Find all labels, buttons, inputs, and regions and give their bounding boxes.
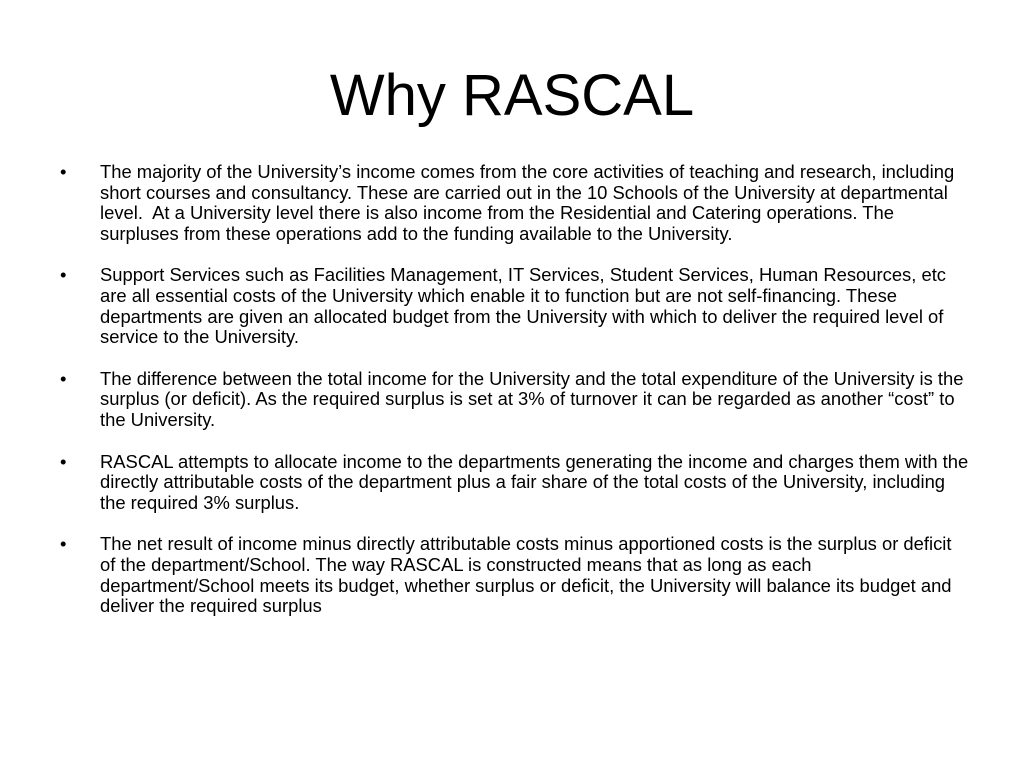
bullet-text: RASCAL attempts to allocate income to the departments generating the income and charges them with the directly attributable costs of the department plus a fair share of the total costs of the University, including the required 3% surplus. bbox=[100, 450, 974, 513]
bullet-text: The majority of the University’s income comes from the core activities of teaching and research, including short courses and consultancy. These are carried out in the 10 Schools of the University at departmental level. At a University level there is also income from the Residential and Catering operations. The surpluses from these operations add to the funding available to the University. bbox=[100, 161, 960, 244]
bullet-marker: • bbox=[60, 264, 67, 286]
bullet-text: The difference between the total income for the University and the total expenditure of the University is the surplus (or deficit). As the required surplus is set at 3% of turnover it can be regarded as another “cost” to the University. bbox=[100, 367, 969, 430]
bullet-marker: • bbox=[60, 161, 67, 182]
bullet-item-income-sources bbox=[60, 162, 970, 244]
bullet-list bbox=[60, 161, 974, 638]
slide-title: Why RASCAL bbox=[329, 63, 695, 128]
bullet-item-net-result bbox=[60, 534, 970, 616]
bullet-marker: • bbox=[60, 450, 67, 472]
bullet-item-support-services bbox=[60, 265, 970, 347]
bullet-text: Support Services such as Facilities Management, IT Services, Student Services, Human Resources, etc are all essential costs of the University which enable it to function but are not self-financing. These departments are given an allocated budget from the University with which to deliver the required level of service to the University. bbox=[100, 264, 952, 348]
bullet-item-surplus-definition bbox=[60, 369, 970, 431]
bullet-marker: • bbox=[60, 367, 67, 389]
bullet-marker: • bbox=[60, 533, 67, 555]
bullet-text: The net result of income minus directly attributable costs minus apportioned costs is the surplus or deficit of the department/School. The way RASCAL is constructed means that as long as each department/School meets its budget, whether surplus or deficit, the University will balance its budget and deliver the required surplus bbox=[100, 533, 957, 617]
bullet-item-rascal-allocation bbox=[60, 450, 974, 514]
